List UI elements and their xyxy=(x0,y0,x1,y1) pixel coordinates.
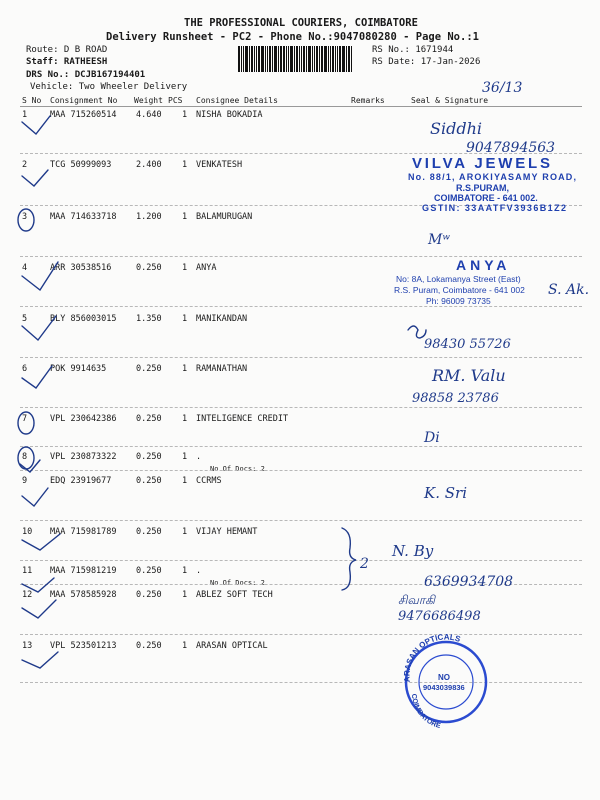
stamp-vilva-line: R.S.PURAM, xyxy=(456,183,510,193)
cell-pcs: 1 xyxy=(182,160,188,170)
svg-text:ARASAN OPTICALS xyxy=(402,632,462,682)
row-divider xyxy=(20,153,582,154)
cell-sno: 5 xyxy=(22,314,28,324)
row-divider xyxy=(20,256,582,257)
svg-text:COIMBATORE xyxy=(410,693,442,730)
anya-stamp xyxy=(394,257,525,306)
handwritten-signature: N. By xyxy=(392,542,434,560)
stamp-vilva-line: COIMBATORE - 641 002. xyxy=(434,193,538,203)
handwritten-name: RM. Valu xyxy=(432,366,506,385)
cell-sno: 11 xyxy=(22,566,33,576)
stamp-anya-line: No: 8A, Lokamanya Street (East) xyxy=(396,274,521,284)
col-consignment: Consignment No xyxy=(50,96,118,105)
cell-weight: 0.250 xyxy=(136,414,162,424)
cell-pcs: 1 xyxy=(182,527,188,537)
cell-pcs: 1 xyxy=(182,476,188,486)
cell-consignment: MAA 714633718 xyxy=(50,212,117,222)
cell-sno: 10 xyxy=(22,527,33,537)
cell-weight: 0.250 xyxy=(136,527,162,537)
page-title: THE PROFESSIONAL COURIERS, COIMBATORE xyxy=(184,17,418,29)
cell-consignee: ANYA xyxy=(196,263,217,273)
rs-number: RS No.: 1671944 xyxy=(372,45,454,55)
handwritten-tamil: சிவாகி xyxy=(398,593,435,607)
cell-consignee: ABLEZ SOFT TECH xyxy=(196,590,273,600)
cell-pcs: 1 xyxy=(182,263,188,273)
cell-consignment: BLY 856003015 xyxy=(50,314,117,324)
cell-pcs: 1 xyxy=(182,566,188,576)
row-divider xyxy=(20,357,582,358)
col-pcs: PCS xyxy=(168,96,183,105)
cell-sno: 7 xyxy=(22,414,28,424)
col-seal: Seal & Signature xyxy=(411,96,489,105)
cell-sno: 4 xyxy=(22,263,28,273)
cell-sno: 12 xyxy=(22,590,33,600)
stamp-arasan-bottom: COIMBATORE xyxy=(409,693,442,731)
row-divider xyxy=(20,446,582,447)
handwritten-phone: 9476686498 xyxy=(398,609,481,624)
tick-mark xyxy=(22,488,48,506)
tick-mark xyxy=(22,652,58,668)
rs-date: RS Date: 17-Jan-2026 xyxy=(372,57,481,67)
cell-weight: 0.250 xyxy=(136,566,162,576)
cell-consignment: POK 9914635 xyxy=(50,364,107,374)
signature-scribble xyxy=(408,326,426,338)
cell-consignee: VIJAY HEMANT xyxy=(196,527,258,537)
cell-sno: 3 xyxy=(22,212,28,222)
cell-pcs: 1 xyxy=(182,641,188,651)
handwritten-mark: Mʷ xyxy=(428,232,450,248)
cell-sno: 9 xyxy=(22,476,28,486)
cell-sno: 13 xyxy=(22,641,33,651)
handwritten-signature: S. Ak. xyxy=(548,282,590,298)
cell-weight: 4.640 xyxy=(136,110,162,120)
stamp-anya-line: R.S. Puram, Coimbatore - 641 002 xyxy=(394,285,525,295)
cell-consignment: VPL 523501213 xyxy=(50,641,117,651)
cell-weight: 0.250 xyxy=(136,452,162,462)
col-sno: S No xyxy=(22,96,42,105)
cell-consignment: VPL 230642386 xyxy=(50,414,117,424)
row-divider xyxy=(20,306,582,307)
cell-pcs: 1 xyxy=(182,212,188,222)
handwritten-phone: 6369934708 xyxy=(424,574,514,590)
row-divider xyxy=(20,560,582,561)
staff-label: Staff: RATHEESH xyxy=(26,57,108,67)
tick-mark xyxy=(22,170,48,186)
cell-consignee: ARASAN OPTICAL xyxy=(196,641,268,651)
handwritten-signature: Siddhi xyxy=(430,119,482,138)
page-subtitle: Delivery Runsheet - PC2 - Phone No.:9047080280 - Page No.:1 xyxy=(106,31,479,43)
handwritten-phone: 9047894563 xyxy=(466,140,556,156)
stamp-arasan-phone: 9043039836 xyxy=(423,683,465,692)
cell-consignee: NISHA BOKADIA xyxy=(196,110,263,120)
cell-consignee: VENKATESH xyxy=(196,160,243,170)
cell-consignee: MANIKANDAN xyxy=(196,314,248,324)
bracket-mark xyxy=(342,528,356,590)
cell-weight: 0.250 xyxy=(136,476,162,486)
cell-weight: 0.250 xyxy=(136,641,162,651)
cell-pcs: 1 xyxy=(182,452,188,462)
cell-sno: 6 xyxy=(22,364,28,374)
stamp-arasan-mid: NO xyxy=(438,673,450,682)
cell-consignment: ARR 30538516 xyxy=(50,263,112,273)
cell-pcs: 1 xyxy=(182,590,188,600)
cell-consignee: BALAMURUGAN xyxy=(196,212,253,222)
cell-consignment: MAA 715981789 xyxy=(50,527,117,537)
cell-weight: 0.250 xyxy=(136,364,162,374)
stamp-arasan-top: ARASAN OPTICALS xyxy=(402,632,462,683)
cell-sno: 1 xyxy=(22,110,28,120)
cell-consignment: MAA 578585928 xyxy=(50,590,117,600)
cell-pcs: 1 xyxy=(182,110,188,120)
row-divider xyxy=(20,470,582,471)
handwritten-mark: Di xyxy=(424,430,440,446)
handwritten-phone: 98858 23786 xyxy=(412,391,499,406)
cell-consignee: CCRMS xyxy=(196,476,222,486)
cell-consignment: VPL 230873322 xyxy=(50,452,117,462)
handwritten-phone: 98430 55726 xyxy=(424,337,511,352)
cell-consignee: . xyxy=(196,566,202,576)
cell-weight: 2.400 xyxy=(136,160,162,170)
row-divider xyxy=(20,407,582,408)
cell-pcs: 1 xyxy=(182,314,188,324)
stamp-vilva-line: No. 88/1, AROKIYASAMY ROAD, xyxy=(408,172,576,182)
row-divider xyxy=(20,584,582,585)
handwritten-note: 36/13 xyxy=(482,80,523,96)
stamp-vilva-line: GSTIN: 33AATFV3936B1Z2 xyxy=(422,203,566,213)
cell-consignee: RAMANATHAN xyxy=(196,364,248,374)
cell-consignment: EDQ 23919677 xyxy=(50,476,112,486)
cell-weight: 0.250 xyxy=(136,590,162,600)
row-divider xyxy=(20,634,582,635)
cell-consignment: TCG 50999093 xyxy=(50,160,112,170)
cell-weight: 1.200 xyxy=(136,212,162,222)
cell-weight: 0.250 xyxy=(136,263,162,273)
row-divider xyxy=(20,520,582,521)
cell-consignee: . xyxy=(196,452,202,462)
stamp-vilva-name: VILVA JEWELS xyxy=(412,155,550,172)
cell-doc-count: No.Of Docs: 2 xyxy=(210,579,265,587)
route-label: Route: D B ROAD xyxy=(26,45,108,55)
row-divider xyxy=(20,682,582,683)
stamp-anya-name: ANYA xyxy=(456,257,511,273)
drs-number: DRS No.: DCJB167194401 xyxy=(26,70,146,80)
cell-consignment: MAA 715260514 xyxy=(50,110,117,120)
tick-mark xyxy=(22,600,56,618)
handwritten-signature: K. Sri xyxy=(424,484,467,502)
cell-consignee: INTELIGENCE CREDIT xyxy=(196,414,289,424)
cell-sno: 2 xyxy=(22,160,28,170)
row-divider xyxy=(20,205,582,206)
cell-consignment: MAA 715981219 xyxy=(50,566,117,576)
cell-weight: 1.350 xyxy=(136,314,162,324)
cell-doc-count: No.Of Docs: 2 xyxy=(210,465,265,473)
col-remarks: Remarks xyxy=(351,96,385,105)
col-consignee: Consignee Details xyxy=(196,96,278,105)
cell-sno: 8 xyxy=(22,452,28,462)
stamp-anya-line: Ph: 96009 73735 xyxy=(426,296,491,306)
col-weight: Weight xyxy=(134,96,163,105)
handwritten-note: 2 xyxy=(360,556,369,572)
vehicle-label: Vehicle: Two Wheeler Delivery xyxy=(30,82,188,92)
cell-pcs: 1 xyxy=(182,414,188,424)
cell-pcs: 1 xyxy=(182,364,188,374)
header-rule xyxy=(20,106,582,107)
barcode xyxy=(238,46,366,72)
